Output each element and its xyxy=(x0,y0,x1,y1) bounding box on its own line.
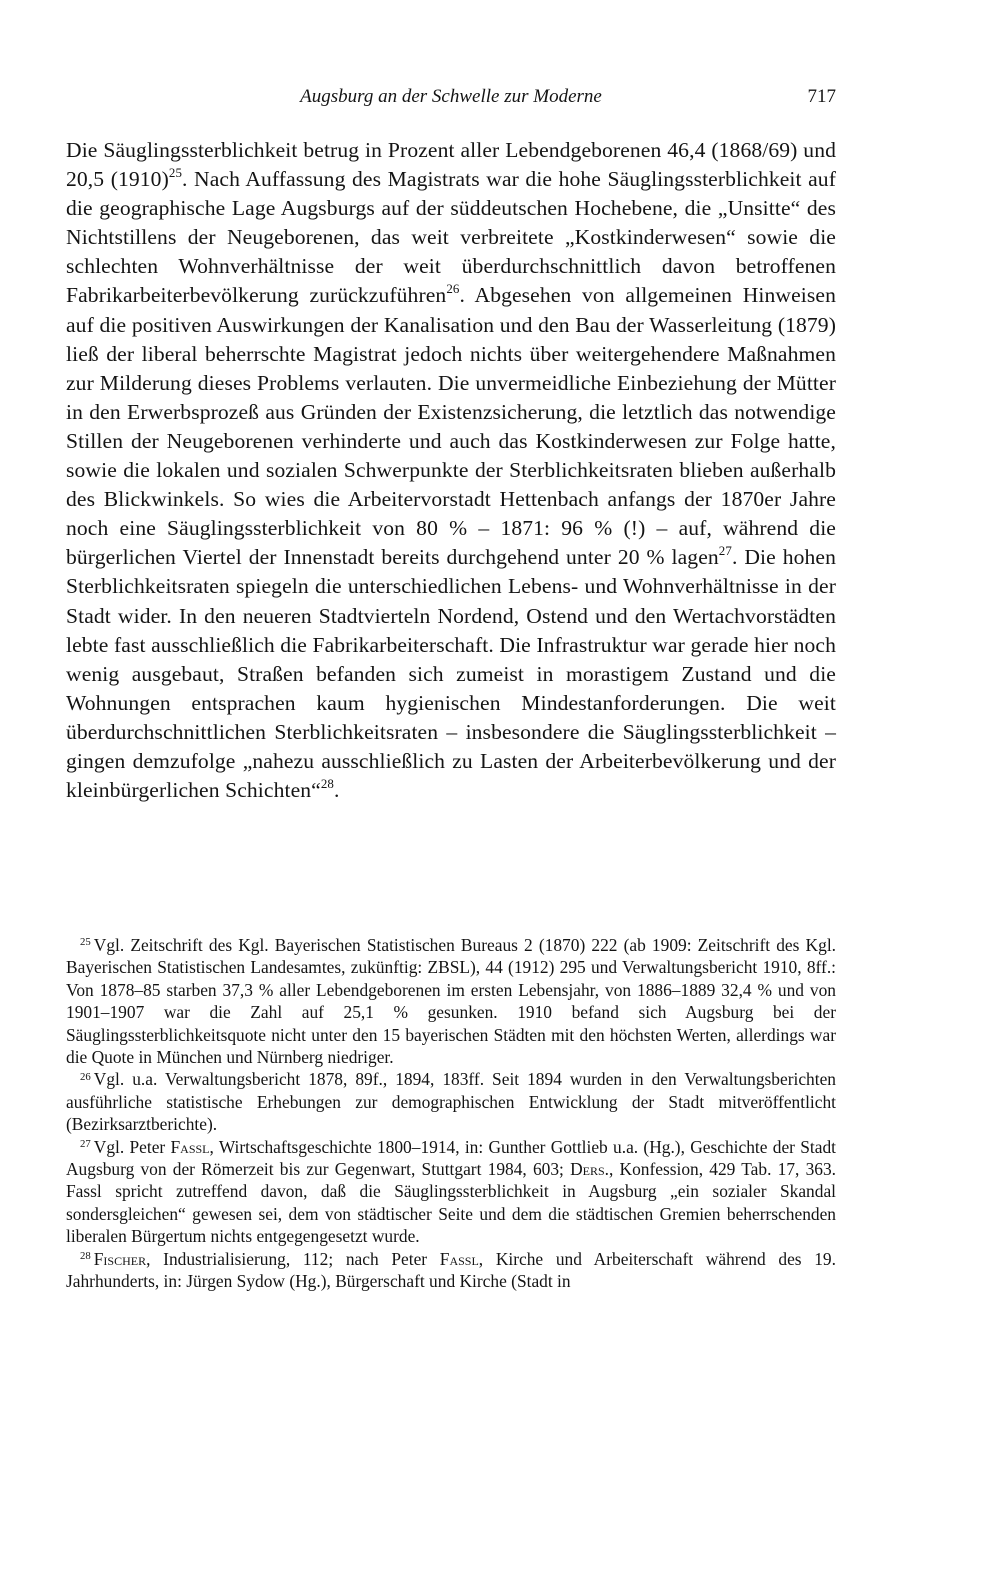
footnote-text: Vgl. u.a. Verwaltungsbericht 1878, 89f., 1894, 183ff. Seit 1894 wurden in den Verwaltungsberichten ausführliche statistische Erhebungen zur demographischen Entwicklung der Stadt mitveröffentlicht (Bezirksarztberichte). xyxy=(66,1069,836,1135)
text-segment: . Abgesehen von allgemeinen Hinweisen auf die positiven Auswirkungen der Kanalisation und den Bau der Wasserleitung (1879) ließ der liberal beherrschte Magistrat jedoch nichts über weitergehendere Maßnahmen zur Milderung dieses Problems verlauten. Die unvermeidliche Einbeziehung der Mütter in den Erwerbsprozeß aus Gründen der Existenzsicherung, die letztlich das notwendige Stillen der Neugeborenen verhinderte und auch das Kostkinderwesen zur Folge hatte, sowie die lokalen und sozialen Schwerpunkte der Sterblichkeitsraten blieben außerhalb des Blickwinkels. So wies die Arbeitervorstadt Hettenbach anfangs der 1870er Jahre noch eine Säuglingssterblichkeit von 80 % – 1871: 96 % (!) – auf, während die bürgerlichen Viertel der Innenstadt bereits durchgehend unter 20 % lagen xyxy=(66,283,836,570)
running-title: Augsburg an der Schwelle zur Moderne xyxy=(300,86,602,107)
footnote-marker: 26 xyxy=(80,1070,91,1083)
footnote-28 xyxy=(66,1248,836,1293)
text-segment: . xyxy=(334,778,340,803)
footnote-text: Vgl. Zeitschrift des Kgl. Bayerischen Statistischen Bureaus 2 (1870) 222 (ab 1909: Zeitschrift des Kgl. Bayerischen Statistischen Landesamtes, zukünftig: ZBSL), 44 (1912) 295 und Verwaltungsbericht 1910, 8ff.: Von 1878–85 starben 37,3 % aller Lebendgeborenen im ersten Lebensjahr, von 1886–1889 32,4 % und von 1901–1907 war die Zahl auf 25,1 % gesunken. 1910 befand sich Augsburg bei der Säuglingssterblichkeitsquote nicht unter den 15 bayerischen Städten mit den höchsten Werten, allerdings war die Quote in München und Nürnberg niedriger. xyxy=(66,935,836,1068)
footnote-26 xyxy=(66,1068,836,1135)
footnote-text: , Konfession, 429 Tab. 17, 363. Fassl spricht zutreffend davon, daß die Säuglingssterblichkeit in Augsburg „ein sozialer Skandal sondersgleichen“ gewesen sei, dem von städtischer Seite und dem die städtischen Gremien beherrschenden liberalen Bürgertum nichts entgegengesetzt wurde. xyxy=(66,1159,836,1247)
footnote-marker: 27 xyxy=(80,1137,91,1150)
main-text xyxy=(66,136,836,805)
footnote-ref-27: 27 xyxy=(718,543,732,559)
footnote-text: Vgl. Peter xyxy=(93,1136,171,1157)
body-paragraph xyxy=(66,136,836,805)
author-name: Fischer xyxy=(93,1248,147,1269)
footnote-ref-28: 28 xyxy=(320,776,334,791)
author-name: Fassl xyxy=(170,1136,210,1157)
footnotes xyxy=(66,934,836,1293)
footnote-25 xyxy=(66,934,836,1068)
author-name: Ders. xyxy=(570,1159,609,1180)
footnote-text: , Wirtschaftsgeschichte 1800–1914, in: Gunther Gottlieb u.a. (Hg.), Geschichte der Stadt Augsburg von der Römerzeit bis zur Gegenwart, Stuttgart 1984, 603; xyxy=(66,1136,836,1180)
footnote-ref-26: 26 xyxy=(446,281,460,297)
text-segment: . Die hohen Sterblichkeitsraten spiegeln die unterschiedlichen Lebens- und Wohnverhältnisse in der Stadt wider. In den neueren Stadtvierteln Nordend, Ostend und den Wertachvorstädten lebte fast ausschließlich die Fabrikarbeiterschaft. Die Infrastruktur war gerade hier noch wenig ausgebaut, Straßen befanden sich zumeist in morastigem Zustand und die Wohnungen entsprachen kaum hygienischen Mindestanforderungen. Die weit überdurchschnittlichen Sterblichkeitsraten – insbesondere die Säuglingssterblichkeit – gingen demzufolge „nahezu ausschließlich zu Lasten der Arbeiterbevölkerung und der kleinbürgerlichen Schichten“ xyxy=(66,545,837,803)
footnote-27 xyxy=(66,1136,836,1248)
footnote-ref-25: 25 xyxy=(168,165,183,181)
page-header xyxy=(66,86,836,116)
author-name: Fassl xyxy=(439,1248,479,1269)
text-segment: . Nach Auffassung des Magistrats war die hohe Säuglingssterblichkeit auf die geographische Lage Augsburgs auf der süddeutschen Hochebene, die „Unsitte“ des Nichtstillens der Neugeborenen, das weit verbreitete „Kostkinderwesen“ sowie die schlechten Wohnverhältnisse der weit überdurchschnittlich davon betroffenen Fabrikarbeiterbevölkerung zurückzuführen xyxy=(66,167,836,308)
text-segment: Die Säuglingssterblichkeit betrug in Prozent aller Lebendgeborenen 46,4 (1868/69) und 20,5 (1910) xyxy=(66,138,836,192)
footnote-marker: 28 xyxy=(80,1249,91,1262)
footnote-marker: 25 xyxy=(80,936,91,949)
page-number: 717 xyxy=(807,86,836,107)
footnote-text: , Industrialisierung, 112; nach Peter xyxy=(146,1248,440,1269)
footnote-text: , Kirche und Arbeiterschaft während des 19. Jahrhunderts, in: Jürgen Sydow (Hg.), Bürgerschaft und Kirche (Stadt in xyxy=(66,1248,836,1292)
